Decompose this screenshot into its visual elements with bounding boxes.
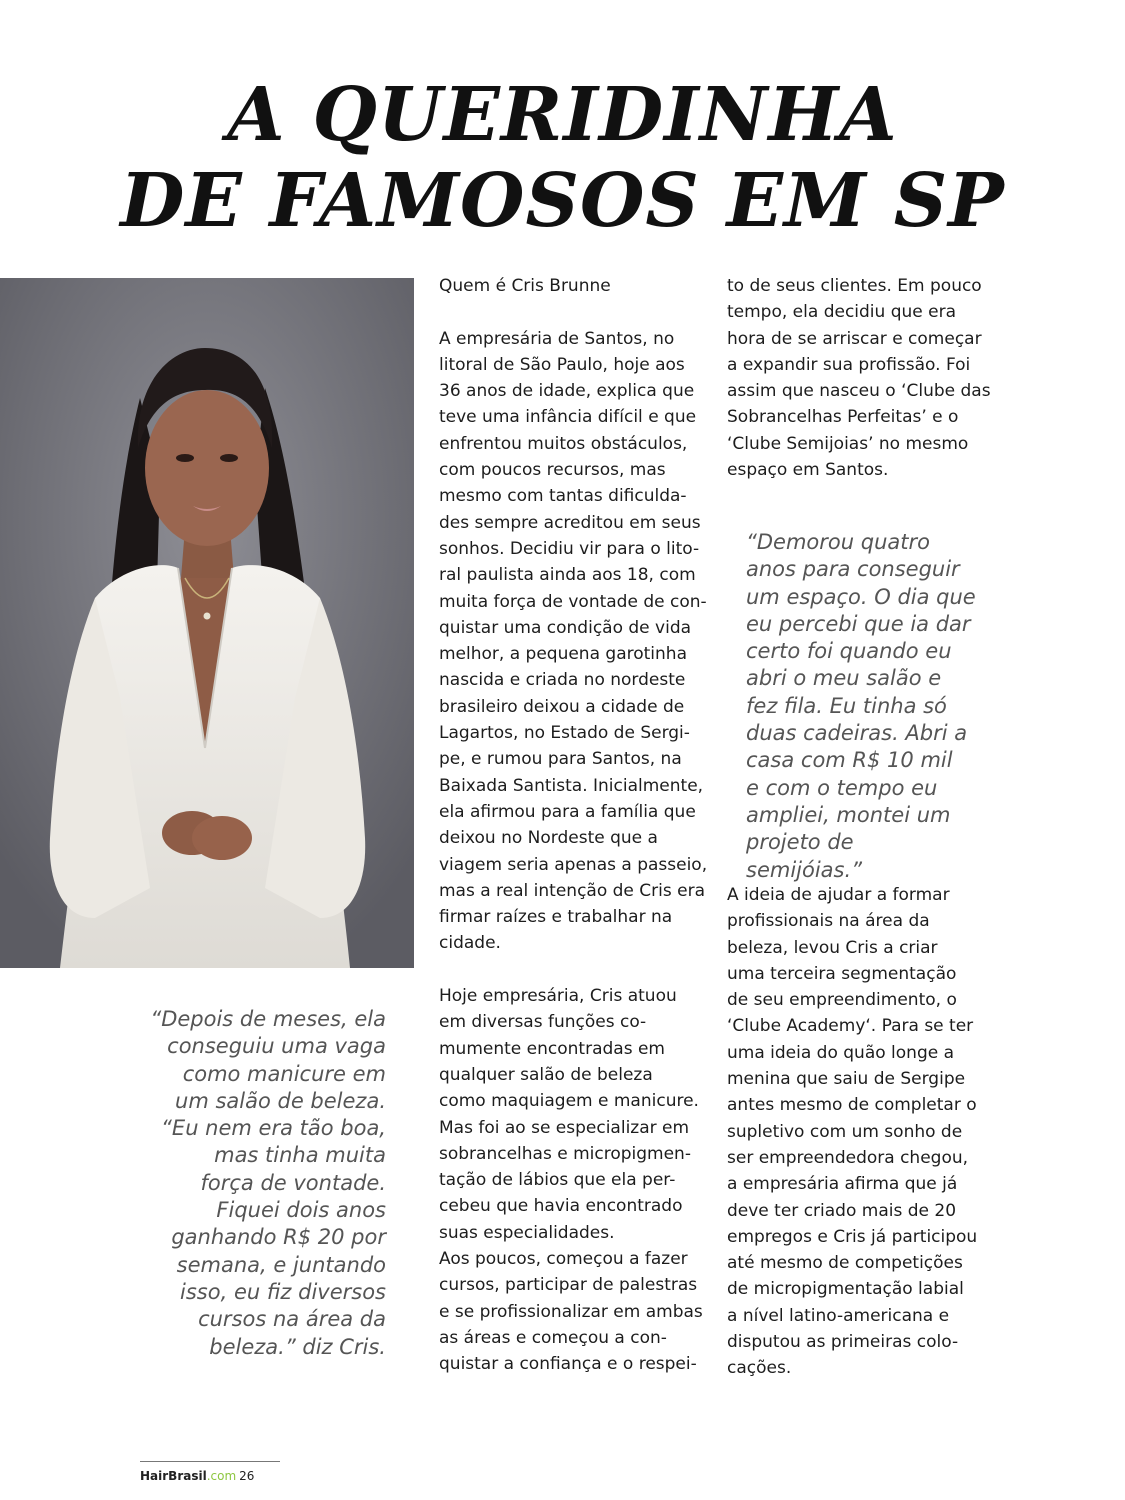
text-line: nascida e criada no nordeste [439, 670, 686, 691]
text-line: ser empreendedora chegou, [727, 1147, 969, 1168]
text-line: enfrentou muitos obstáculos, [439, 433, 688, 454]
text-line: espaço em Santos. [727, 460, 889, 481]
pull-quote-left [150, 1006, 386, 1361]
text-line: de micropigmentação labial [727, 1279, 964, 1300]
text-line: melhor, a pequena garotinha [439, 644, 687, 665]
text-line: assim que nasceu o ‘Clube das [727, 381, 991, 402]
page-number: 26 [239, 1469, 255, 1483]
text-line: de seu empreendimento, o [727, 990, 957, 1011]
text-line: sonhos. Decidiu vir para o lito- [439, 538, 700, 559]
text-line: como maquiagem e manicure. [439, 1091, 699, 1112]
text-line: A ideia de ajudar a formar [727, 885, 950, 905]
portrait-photo [0, 278, 414, 968]
text-line: a nível latino-americana e [727, 1305, 950, 1326]
text-line: firmar raízes e trabalhar na [439, 907, 673, 928]
text-line: ‘Clube Semijoias’ no mesmo [727, 433, 969, 454]
quote-line: duas cadeiras. Abri a [746, 721, 968, 746]
headline-line-1: A QUERIDINHA [227, 72, 898, 158]
headline-line-2: DE FAMOSOS EM SP [120, 158, 1005, 244]
text-line: disputou as primeiras colo- [727, 1332, 959, 1353]
article-column-2-bottom [727, 882, 997, 1382]
text-line: empregos e Cris já participou [727, 1226, 978, 1247]
text-line: a expandir sua profissão. Foi [727, 354, 971, 375]
article-column-1 [439, 273, 711, 1377]
text-line: ral paulista ainda aos 18, com [439, 565, 696, 586]
article-column-2-top [727, 273, 997, 483]
text-line: as áreas e começou a con- [439, 1327, 667, 1348]
text-line: ‘Clube Academy‘. Para se ter [727, 1016, 974, 1037]
paragraph-career [439, 983, 711, 1377]
quote-line: e com o tempo eu [746, 775, 938, 800]
text-line: cações. [727, 1358, 792, 1379]
text-line: uma ideia do quão longe a [727, 1042, 955, 1063]
quote-line: conseguiu uma vaga [167, 1034, 386, 1059]
text-line: Baixada Santista. Inicialmente, [439, 775, 704, 796]
text-line: em diversas funções co- [439, 1012, 647, 1033]
text-line: cebeu que havia encontrado [439, 1196, 683, 1217]
text-line: mas a real intenção de Cris era [439, 880, 706, 901]
text-line: hora de se arriscar e começar [727, 328, 982, 349]
text-line: quistar a confiança e o respei- [439, 1354, 697, 1375]
text-line: cidade. [439, 933, 501, 954]
text-line: beleza, levou Cris a criar [727, 937, 938, 958]
quote-line: “Eu nem era tão boa, [161, 1116, 386, 1141]
text-line: mumente encontradas em [439, 1038, 665, 1059]
text-line: Aos poucos, começou a fazer [439, 1248, 688, 1269]
article-headline [0, 72, 1125, 244]
quote-line: mas tinha muita [214, 1143, 386, 1168]
quote-line: casa com R$ 10 mil [746, 748, 953, 773]
text-line: litoral de São Paulo, hoje aos [439, 354, 685, 375]
quote-line: força de vontade. [200, 1170, 386, 1195]
quote-line: “Depois de meses, ela [150, 1007, 386, 1031]
text-line: des sempre acreditou em seus [439, 512, 701, 533]
text-line: muita força de vontade de con- [439, 591, 707, 612]
text-line: menina que saiu de Sergipe [727, 1069, 966, 1090]
footer-domain-suffix: .com [206, 1469, 237, 1483]
text-line: sobrancelhas e micropigmen- [439, 1143, 691, 1164]
quote-line: isso, eu fiz diversos [180, 1279, 386, 1304]
text-line: tempo, ela decidiu que era [727, 302, 956, 323]
quote-line: Fiquei dois anos [216, 1198, 386, 1223]
quote-line: “Demorou quatro [746, 530, 930, 554]
text-line: Quem é Cris Brunne [439, 276, 611, 296]
text-line: quistar uma condição de vida [439, 617, 692, 638]
quote-line: certo foi quando eu [746, 639, 952, 664]
quote-line: ganhando R$ 20 por [171, 1225, 386, 1250]
quote-line: um espaço. O dia que [746, 584, 976, 609]
quote-line: anos para conseguir [746, 557, 960, 582]
text-line: deixou no Nordeste que a [439, 828, 658, 849]
text-line: Mas foi ao se especializar em [439, 1117, 690, 1138]
quote-line: beleza.” diz Cris. [209, 1334, 386, 1359]
text-line: supletivo com um sonho de [727, 1121, 963, 1142]
text-line: profissionais na área da [727, 911, 930, 932]
text-line: teve uma infância difícil e que [439, 407, 697, 428]
text-line: uma terceira segmentação [727, 963, 957, 984]
text-line: pe, e rumou para Santos, na [439, 749, 682, 770]
text-line: até mesmo de competições [727, 1253, 963, 1274]
text-line: ela afirmou para a família que [439, 801, 696, 822]
text-line: tação de lábios que ela per- [439, 1170, 676, 1191]
page-footer [140, 1469, 254, 1483]
text-line: e se profissionalizar em ambas [439, 1301, 703, 1322]
text-line: suas especialidades. [439, 1222, 615, 1243]
text-line: cursos, participar de palestras [439, 1275, 698, 1296]
text-line: to de seus clientes. Em pouco [727, 276, 982, 296]
text-line: qualquer salão de beleza [439, 1064, 653, 1085]
text-line: a empresária afirma que já [727, 1174, 958, 1195]
text-line: Sobrancelhas Perfeitas’ e o [727, 407, 959, 428]
quote-line: fez fila. Eu tinha só [746, 693, 947, 718]
text-line: Hoje empresária, Cris atuou [439, 986, 677, 1007]
quote-line: projeto de semijóias.” [746, 830, 863, 882]
text-line: Lagartos, no Estado de Sergi- [439, 723, 690, 744]
footer-divider [140, 1461, 280, 1462]
text-line: antes mesmo de completar o [727, 1095, 977, 1116]
text-line: mesmo com tantas dificulda- [439, 486, 687, 507]
paragraph-intro [439, 326, 711, 957]
text-line: A empresária de Santos, no [439, 328, 675, 349]
quote-line: ampliei, montei um [746, 802, 951, 827]
quote-line: semana, e juntando [176, 1252, 386, 1277]
quote-line: abri o meu salão e [746, 666, 942, 691]
text-line: com poucos recursos, mas [439, 460, 666, 481]
quote-line: cursos na área da [198, 1307, 386, 1332]
text-line: 36 anos de idade, explica que [439, 381, 695, 402]
quote-line: um salão de beleza. [175, 1088, 386, 1113]
quote-line: como manicure em [182, 1061, 386, 1086]
quote-line: eu percebi que ia dar [746, 611, 971, 636]
text-line: deve ter criado mais de 20 [727, 1200, 957, 1221]
portrait-illustration [0, 278, 414, 968]
section-heading [439, 273, 711, 299]
text-line: brasileiro deixou a cidade de [439, 696, 685, 717]
text-line: viagem seria apenas a passeio, [439, 854, 708, 875]
pull-quote-right [746, 529, 976, 884]
footer-brand: HairBrasil [140, 1469, 207, 1483]
